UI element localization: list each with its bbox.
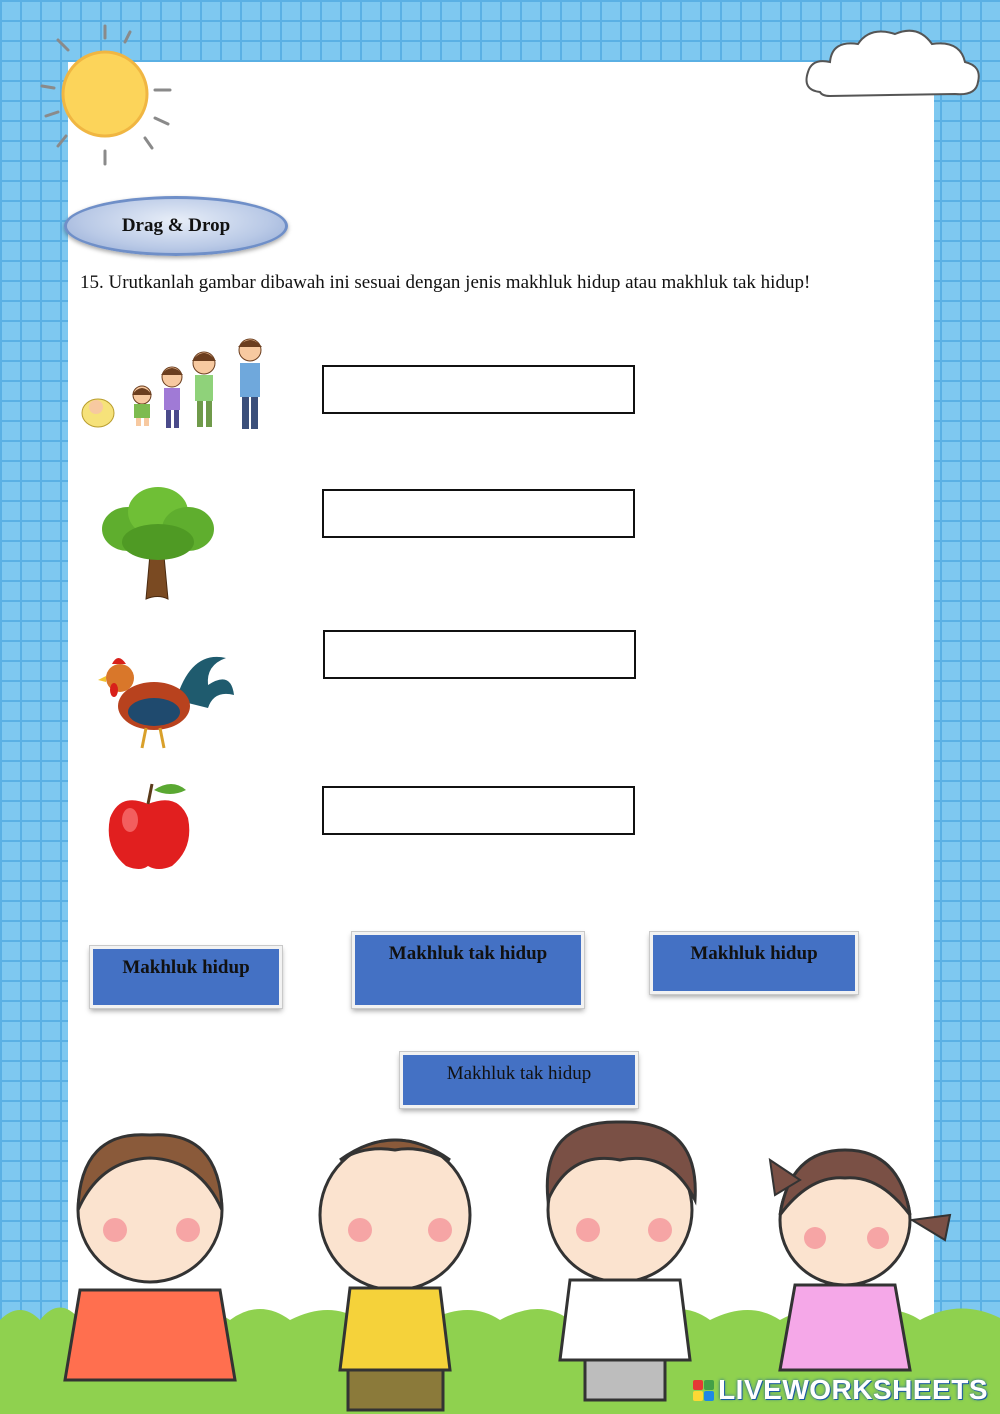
chip-label: Makhluk hidup [122, 957, 250, 978]
liveworksheets-watermark [693, 1374, 988, 1406]
question-text: 15. Urutkanlah gambar dibawah ini sesuai dengan jenis makhluk hidup atau makhluk tak hidup! [80, 272, 811, 293]
kids-illustration [0, 1120, 1000, 1414]
chip-label: Makhluk hidup [690, 943, 818, 964]
answer-box-3[interactable] [323, 630, 636, 679]
chip-makhluk-tak-hidup-1[interactable] [352, 932, 584, 1008]
answer-box-4[interactable] [322, 786, 635, 835]
chip-makhluk-tak-hidup-2[interactable] [400, 1052, 638, 1108]
answer-box-1[interactable] [322, 365, 635, 414]
chip-makhluk-hidup-1[interactable] [90, 946, 282, 1008]
chip-label: Makhluk tak hidup [388, 943, 548, 964]
chip-makhluk-hidup-2[interactable] [650, 932, 858, 994]
badge-label: Drag & Drop [121, 215, 231, 236]
watermark-text: LIVEWORKSHEETS [718, 1374, 988, 1405]
answer-box-2[interactable] [322, 489, 635, 538]
sun-icon [30, 18, 180, 168]
apple-icon [100, 778, 198, 873]
rooster-icon [96, 640, 236, 755]
tree-icon [98, 484, 216, 604]
chip-label: Makhluk tak hidup [446, 1063, 592, 1084]
human-growth-icon [80, 335, 275, 435]
cloud-icon [800, 22, 985, 107]
liveworksheets-logo-icon [693, 1380, 714, 1401]
drag-drop-badge [64, 196, 288, 256]
